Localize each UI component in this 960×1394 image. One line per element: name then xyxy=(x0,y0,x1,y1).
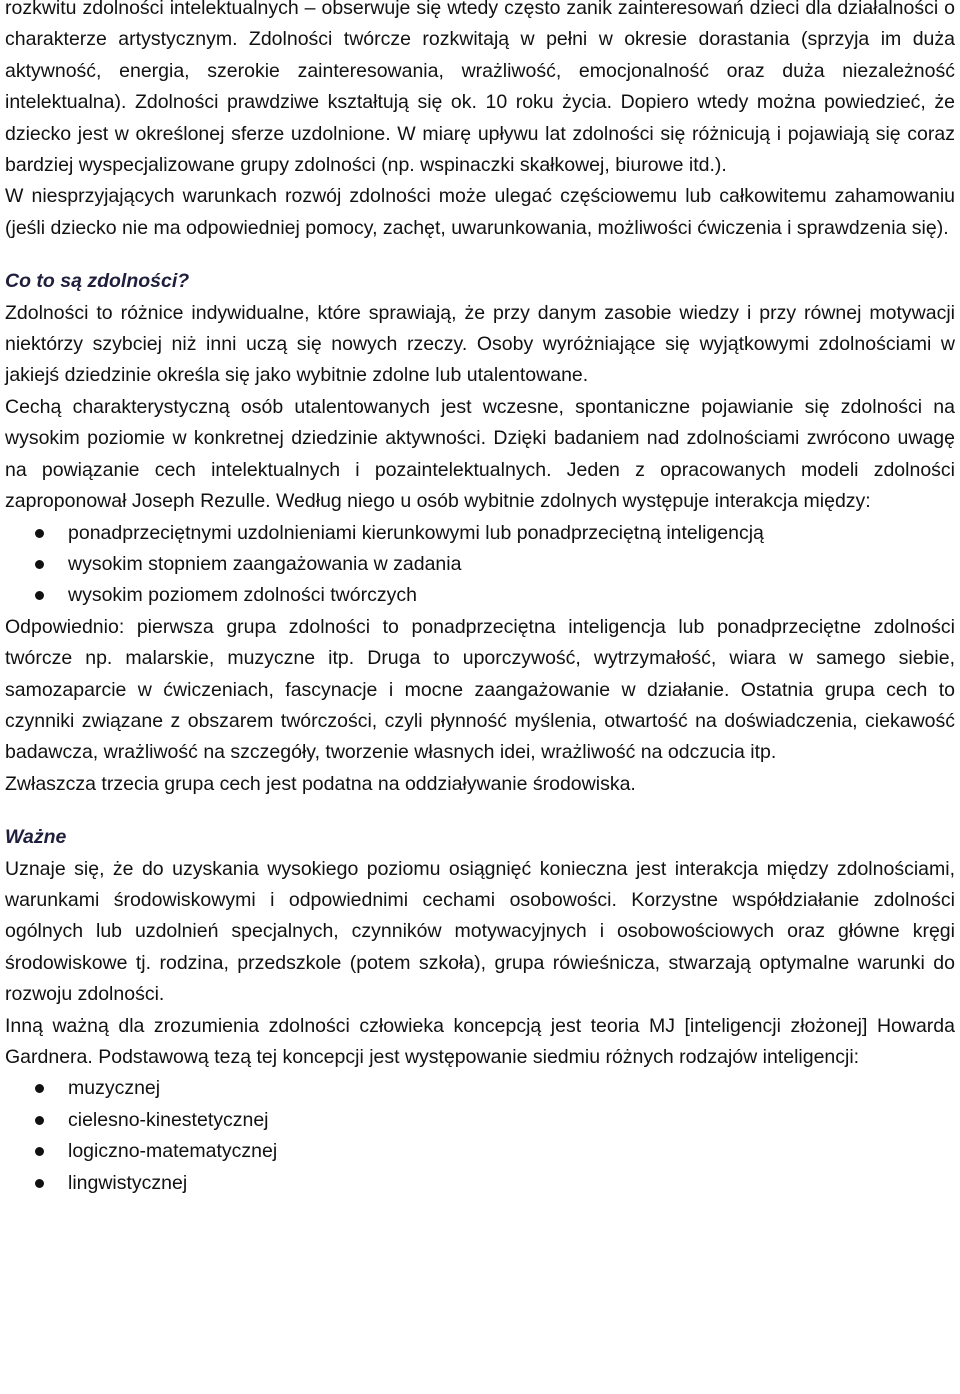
list-item-text: wysokim poziomem zdolności twórczych xyxy=(68,584,417,607)
list-item xyxy=(68,580,955,611)
list-item xyxy=(68,1073,955,1104)
section-what-are-abilities xyxy=(5,266,955,800)
bullet-list xyxy=(5,518,955,612)
intro-paragraph: rozkwitu zdolności intelektualnych – obserwuje się wtedy często zanik zainteresowań dzieci dla działalności o charakterze artystycznym. Zdolności twórcze rozkwitają w pełni w okresie dorastania (sprzyja im duża aktywność, energia, szerokie zainteresowania, wrażliwość, emocjonalność oraz duża niezależność intelektualna). Zdolności prawdziwe kształtują się ok. 10 roku życia. Dopiero wtedy można powiedzieć, że dziecko jest w określonej sferze uzdolnione. W miarę upływu lat zdolności się różnicują i pojawiają się coraz bardziej wyspecjalizowane grupy zdolności (np. wspinaczki skałkowej, biurowe itd.). xyxy=(5,0,955,177)
list-item-text: ponadprzeciętnymi uzdolnieniami kierunkowymi lub ponadprzeciętną inteligencją xyxy=(68,521,764,544)
body-paragraph: Zdolności to różnice indywidualne, które sprawiają, że przy danym zasobie wiedzy i przy równej motywacji niektórzy szybciej niż inni uczą się nowych rzeczy. Osoby wyróżniające się wyjątkowymi zdolnościami w jakiejś dziedzinie określa się jako wybitnie zdolne lub utalentowane. xyxy=(5,301,955,387)
bullet-icon xyxy=(35,1084,44,1093)
body-paragraph: Zwłaszcza trzecia grupa cech jest podatna na oddziaływanie środowiska. xyxy=(5,772,636,795)
body-paragraph: Uznaje się, że do uzyskania wysokiego poziomu osiągnięć konieczna jest interakcja między zdolnościami, warunkami środowiskowymi i odpowiednimi cechami osobowości. Korzystne współdziałanie zdolności ogólnych lub uzdolnień specjalnych, czynników motywacyjnych i osobowościowych oraz główne kręgi środowiskowe tj. rodzina, przedszkole (potem szkoła), grupa rówieśnicza, stwarzają optymalne warunki do rozwoju zdolności. xyxy=(5,857,955,1006)
bullet-icon xyxy=(35,529,44,538)
section-important xyxy=(5,822,955,1199)
body-paragraph: Cechą charakterystyczną osób utalentowanych jest wczesne, spontaniczne pojawianie się zdolności na wysokim poziomie w konkretnej dziedzinie aktywności. Dzięki badaniem nad zdolnościami zwrócono uwagę na powiązanie cech intelektualnych i pozaintelektualnych. Jeden z opracowanych modeli zdolności zaproponował Joseph Rezulle. Według niego u osób wybitnie zdolnych występuje interakcja między: xyxy=(5,395,955,513)
bullet-icon xyxy=(35,560,44,569)
list-item-text: lingwistycznej xyxy=(68,1171,188,1194)
list-item-text: wysokim stopniem zaangażowania w zadania xyxy=(68,552,462,575)
section-heading: Co to są zdolności? xyxy=(5,270,190,293)
list-item xyxy=(68,1136,955,1167)
list-item-text: logiczno-matematycznej xyxy=(68,1140,278,1163)
bullet-list xyxy=(5,1073,955,1199)
bullet-icon xyxy=(35,1116,44,1125)
body-paragraph: Inną ważną dla zrozumienia zdolności człowieka koncepcją jest teoria MJ [inteligencji złożonej] Howarda Gardnera. Podstawową tezą tej koncepcji jest występowanie siedmiu różnych rodzajów inteligencji: xyxy=(5,1014,955,1068)
list-item xyxy=(68,1105,955,1136)
list-item xyxy=(68,1168,955,1199)
body-paragraph: Odpowiednio: pierwsza grupa zdolności to ponadprzeciętna inteligencja lub ponadprzeciętne zdolności twórcze np. malarskie, muzyczne itp. Druga to uporczywość, wytrzymałość, wiara w samego siebie, samozaparcie w ćwiczeniach, fascynacje i mocne zaangażowanie w działanie. Ostatnia grupa cech to czynniki związane z obszarem twórczości, czyli płynność myślenia, otwartość na doświadczenia, ciekawość badawcza, wrażliwość na szczegóły, tworzenie własnych idei, wrażliwość na odczucia itp. xyxy=(5,615,955,764)
list-item-text: muzycznej xyxy=(68,1077,161,1100)
bullet-icon xyxy=(35,1179,44,1188)
intro-paragraph: W niesprzyjających warunkach rozwój zdolności może ulegać częściowemu lub całkowitemu zahamowaniu (jeśli dziecko nie ma odpowiedniej pomocy, zachęt, uwarunkowania, możliwości ćwiczenia i sprawdzenia się). xyxy=(5,185,955,239)
list-item-text: cielesno-kinestetycznej xyxy=(68,1108,269,1131)
bullet-icon xyxy=(35,591,44,600)
bullet-icon xyxy=(35,1147,44,1156)
list-item xyxy=(68,549,955,580)
section-heading: Ważne xyxy=(5,826,67,849)
list-item xyxy=(68,518,955,549)
